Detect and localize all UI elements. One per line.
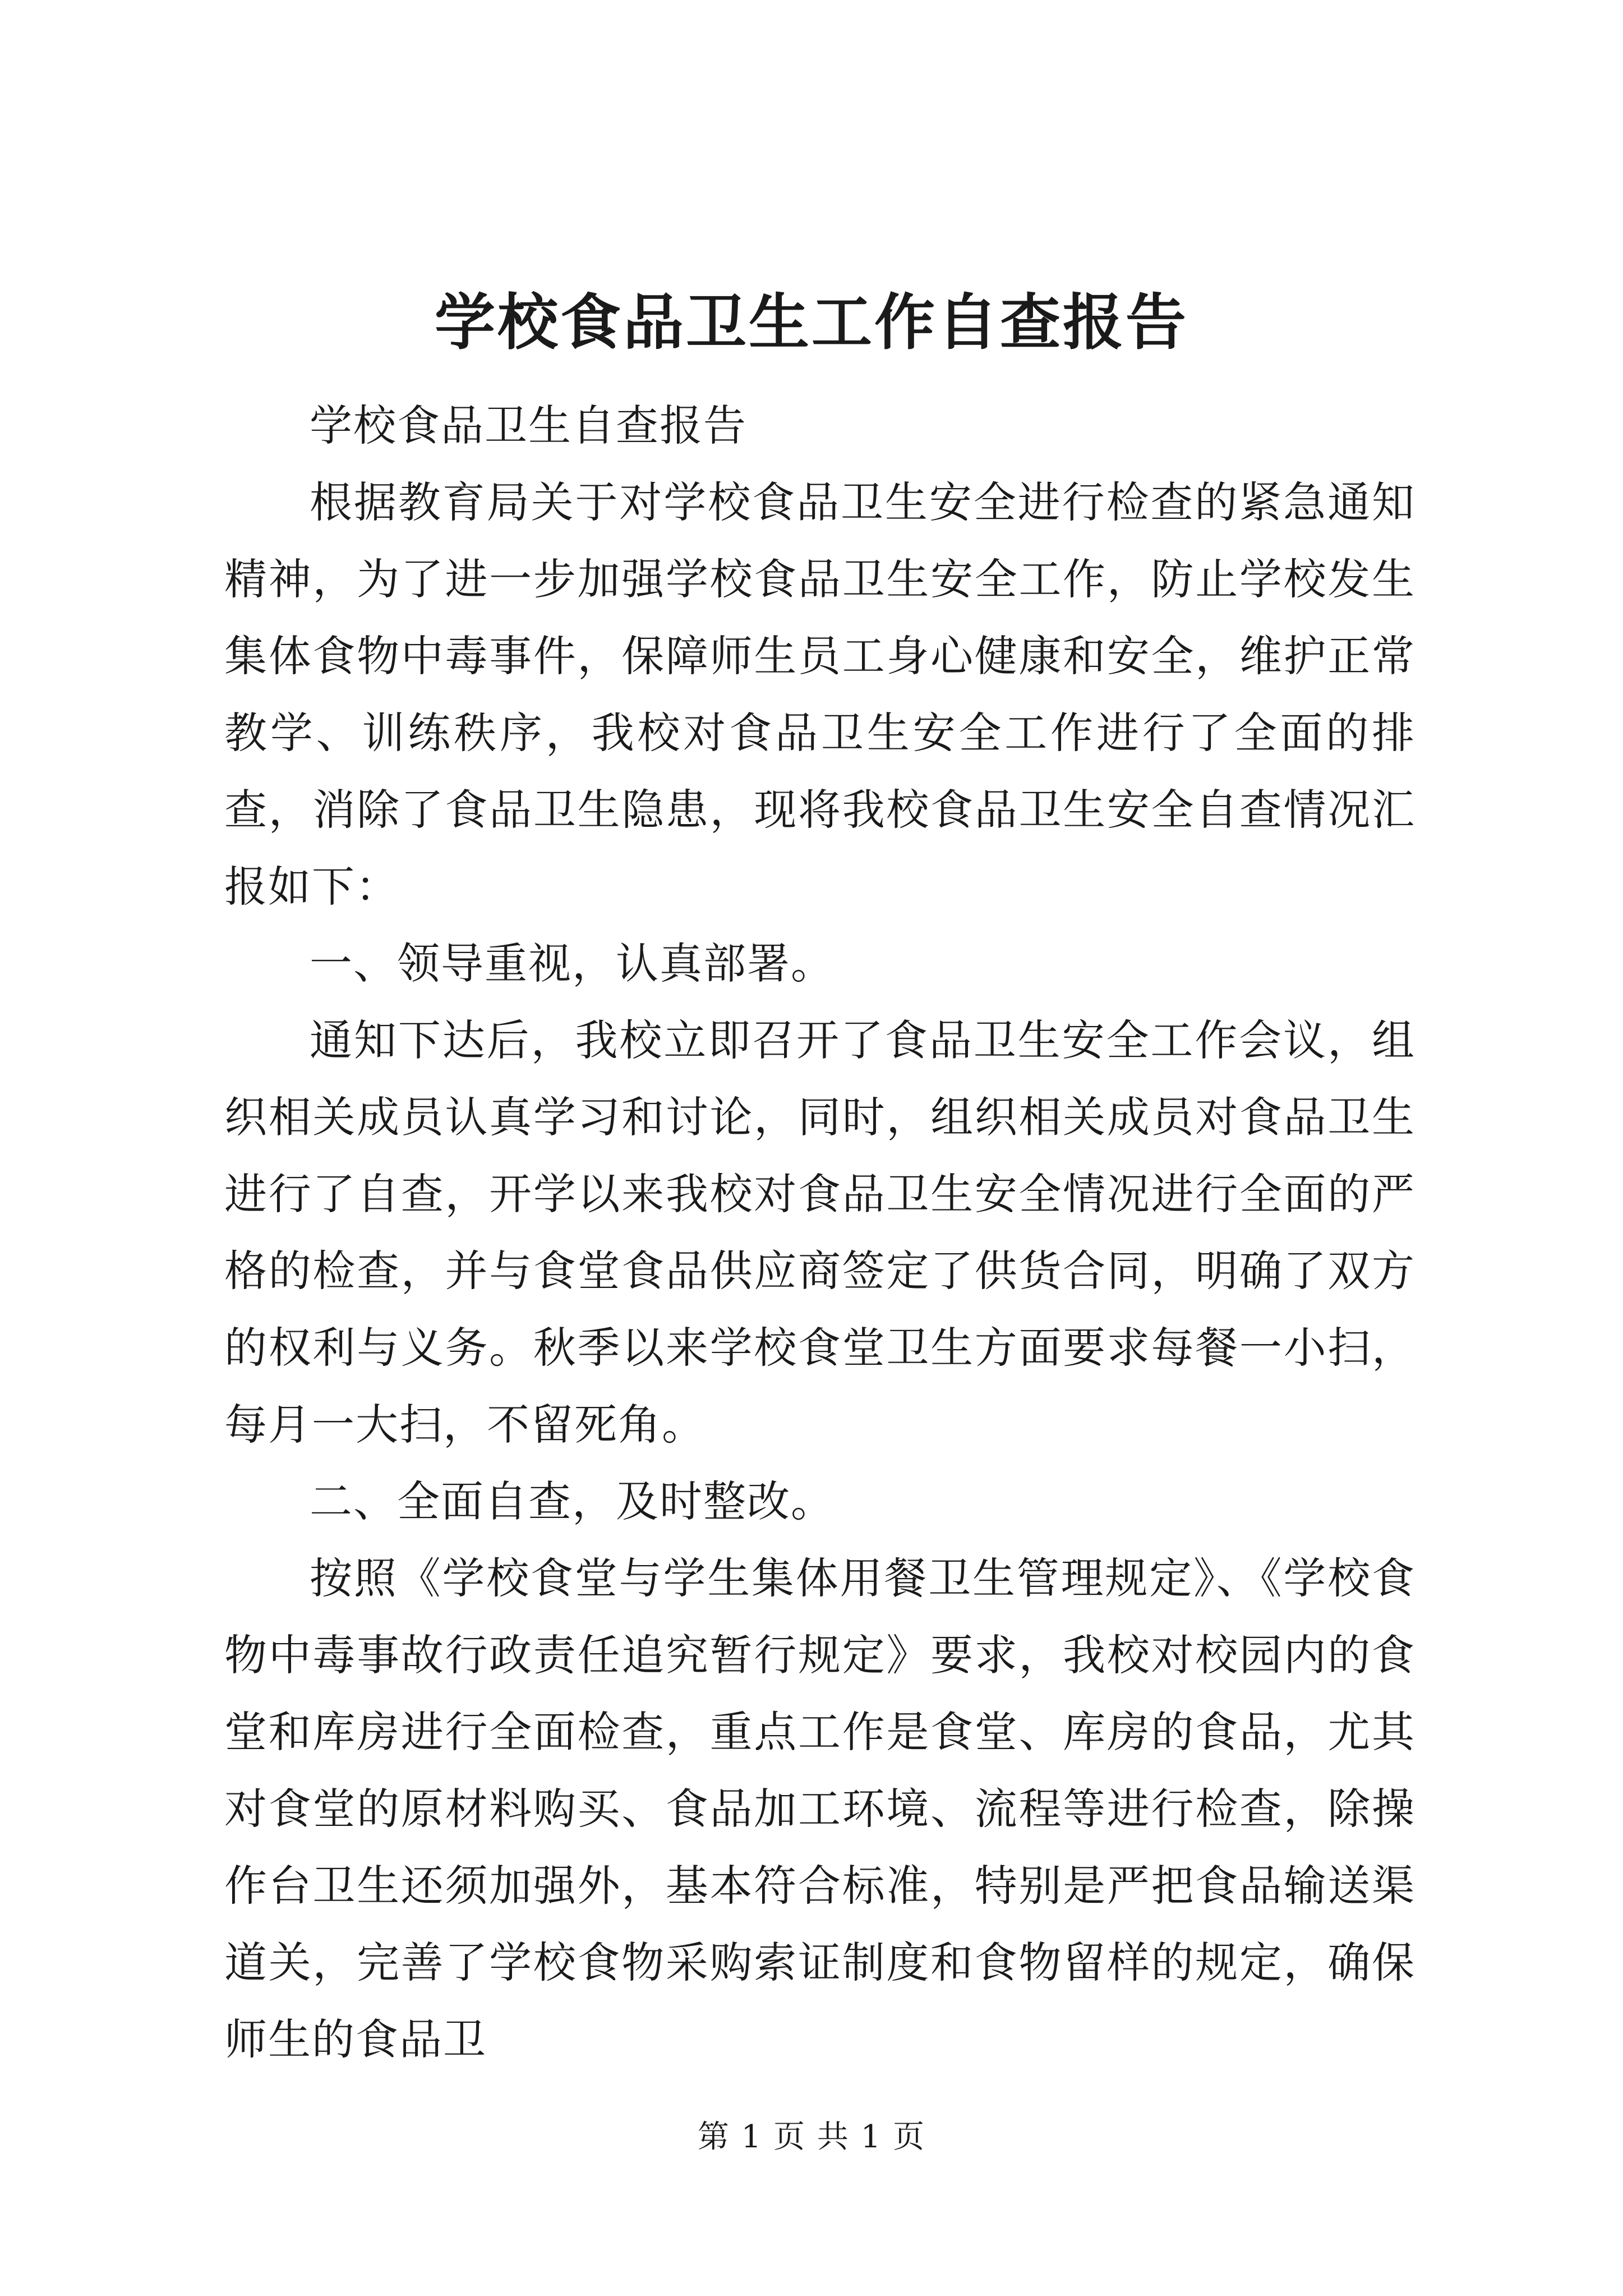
section-heading-1: 一、领导重视，认真部署。 xyxy=(310,938,834,988)
page-footer: 第 1 页 共 1 页 xyxy=(697,2119,926,2155)
document-body xyxy=(224,387,1415,2078)
section-1-paragraph: 通知下达后，我校立即召开了食品卫生安全工作会议，组织相关成员认真学习和讨论，同时，组织相关成员对食品卫生进行了自查，开学以来我校对食品卫生安全情况进行全面的严格的检查，并与食堂食品供应商签定了供货合同，明确了双方的权利与义务。秋季以来学校食堂卫生方面要求每餐一小扫，每月一大扫，不留死角。 xyxy=(224,1015,1415,1450)
section-2-paragraph: 按照《学校食堂与学生集体用餐卫生管理规定》、《学校食物中毒事故行政责任追究暂行规定》要求，我校对校园内的食堂和库房进行全面检查，重点工作是食堂、库房的食品，尤其对食堂的原材料购买、食品加工环境、流程等进行检查，除操作台卫生还须加强外，基本符合标准，特别是严把食品输送渠道关，完善了学校食物采购索证制度和食物留样的规定，确保师生的食品卫 xyxy=(224,1553,1415,2064)
intro-paragraph: 根据教育局关于对学校食品卫生安全进行检查的紧急通知精神，为了进一步加强学校食品卫生安全工作，防止学校发生集体食物中毒事件，保障师生员工身心健康和安全，维护正常教学、训练秩序，我校对食品卫生安全工作进行了全面的排查，消除了食品卫生隐患，现将我校食品卫生安全自查情况汇报如下： xyxy=(224,477,1415,912)
section-heading-2: 二、全面自查，及时整改。 xyxy=(310,1476,834,1526)
document-title: 学校食品卫生工作自查报告 xyxy=(434,287,1188,358)
subtitle-paragraph: 学校食品卫生自查报告 xyxy=(310,401,747,450)
